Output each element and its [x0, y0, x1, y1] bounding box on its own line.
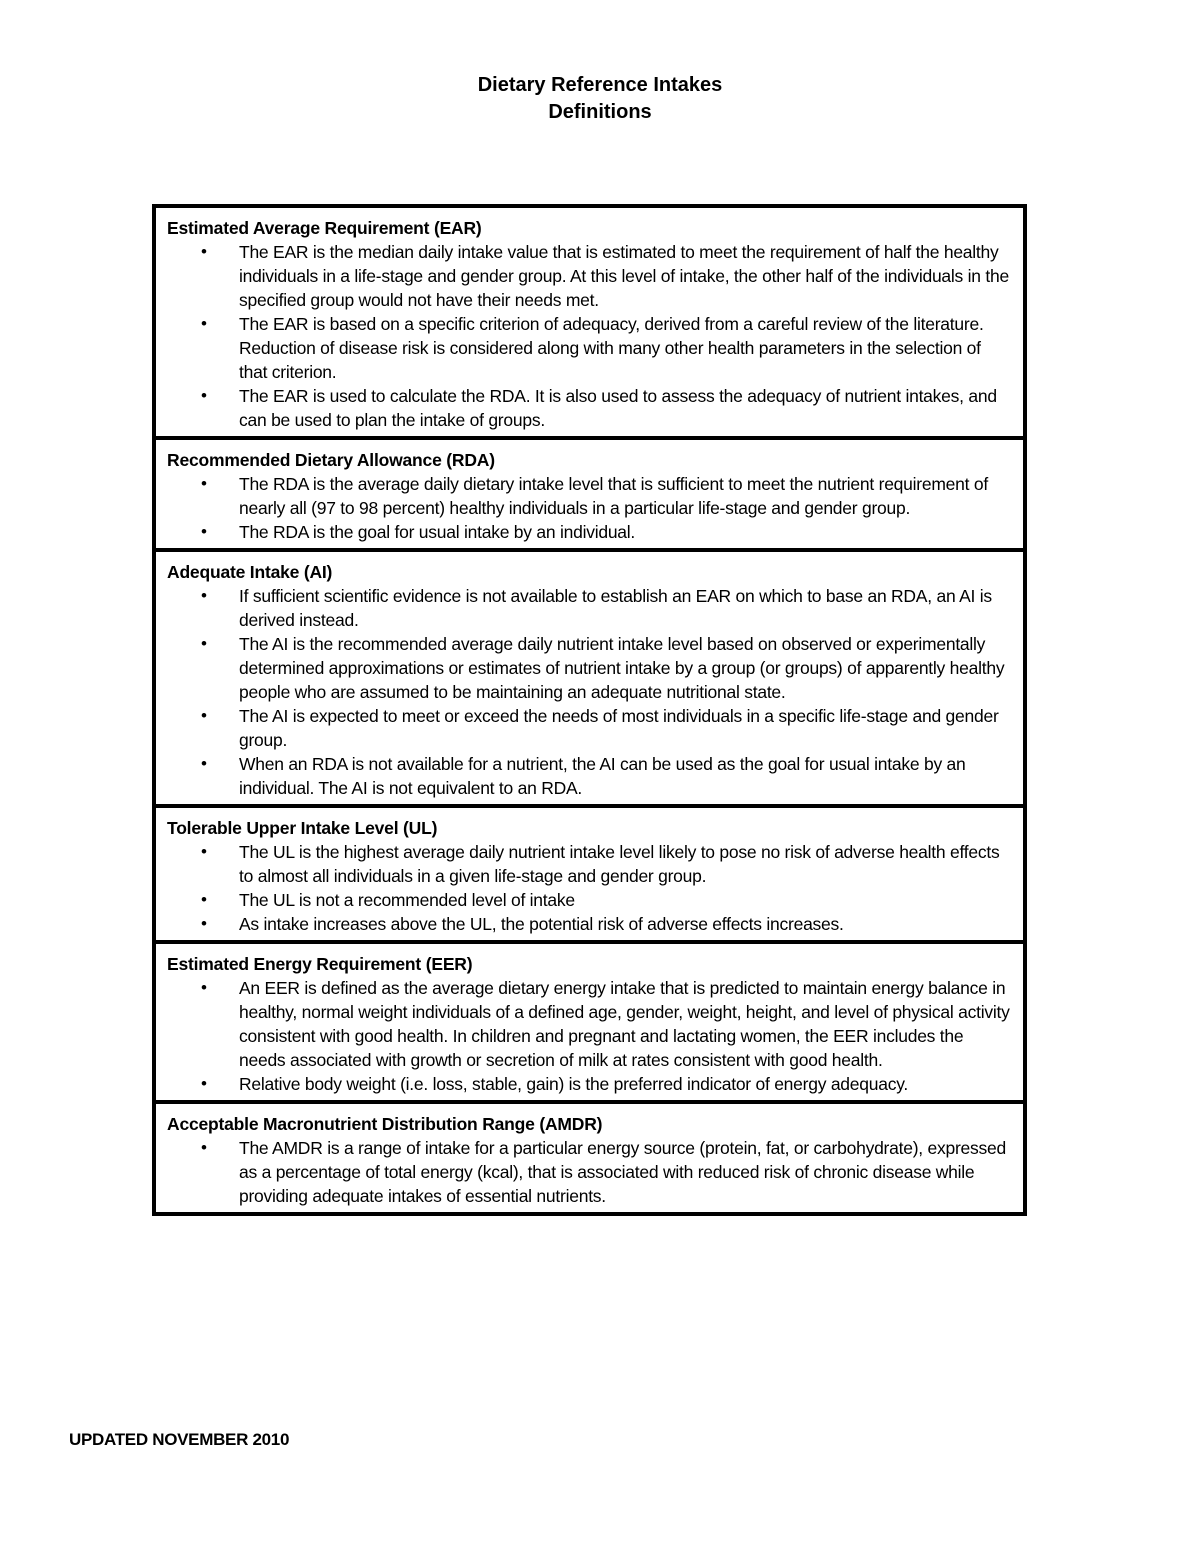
definition-list	[167, 976, 1011, 1096]
definition-section	[156, 440, 1023, 552]
definition-list-item	[167, 312, 1011, 384]
definition-item-text: The UL is not a recommended level of intake	[239, 890, 575, 910]
definition-list-item	[167, 520, 1011, 544]
bullet-icon: •	[201, 1074, 207, 1093]
definition-section	[156, 1104, 1023, 1212]
definition-item-text: The AI is the recommended average daily nutrient intake level based on observed or experimentally determined approximations or estimates of nutrient intake by a group (or groups) of apparently healthy people who are assumed to be maintaining an adequate nutritional state.	[239, 634, 1005, 702]
definitions-table	[152, 204, 1027, 1216]
definition-item-text: The RDA is the average daily dietary intake level that is sufficient to meet the nutrient requirement of nearly all (97 to 98 percent) healthy individuals in a particular life-stage and gender group.	[239, 474, 988, 518]
bullet-icon: •	[201, 754, 207, 773]
definition-list-item	[167, 632, 1011, 704]
definition-item-text: The UL is the highest average daily nutrient intake level likely to pose no risk of adverse health effects to almost all individuals in a given life-stage and gender group.	[239, 842, 1000, 886]
bullet-icon: •	[201, 1138, 207, 1157]
updated-date-note: UPDATED NOVEMBER 2010	[69, 1430, 290, 1449]
definition-heading: Recommended Dietary Allowance (RDA)	[167, 450, 495, 470]
bullet-icon: •	[201, 386, 207, 405]
definition-list	[167, 840, 1011, 936]
bullet-icon: •	[201, 914, 207, 933]
definition-list	[167, 240, 1011, 432]
bullet-icon: •	[201, 890, 207, 909]
definition-item-text: The AMDR is a range of intake for a particular energy source (protein, fat, or carbohydrate), expressed as a percentage of total energy (kcal), that is associated with reduced risk of chronic disease while providing adequate intakes of essential nutrients.	[239, 1138, 1006, 1206]
definition-list-item	[167, 888, 1011, 912]
definition-item-text: The RDA is the goal for usual intake by an individual.	[239, 522, 636, 542]
bullet-icon: •	[201, 706, 207, 725]
definition-list-item	[167, 976, 1011, 1072]
definition-heading: Adequate Intake (AI)	[167, 562, 333, 582]
bullet-icon: •	[201, 522, 207, 541]
document-header	[0, 72, 1200, 126]
definition-item-text: Relative body weight (i.e. loss, stable, gain) is the preferred indicator of energy adequacy.	[239, 1074, 909, 1094]
bullet-icon: •	[201, 474, 207, 493]
definition-heading: Estimated Energy Requirement (EER)	[167, 954, 473, 974]
definition-list	[167, 1136, 1011, 1208]
definition-list	[167, 472, 1011, 544]
definition-section	[156, 944, 1023, 1104]
definition-item-text: If sufficient scientific evidence is not available to establish an EAR on which to base an RDA, an AI is derived instead.	[239, 586, 992, 630]
definition-list-item	[167, 384, 1011, 432]
document-title: Dietary Reference Intakes	[477, 74, 723, 96]
definition-list-item	[167, 1136, 1011, 1208]
definition-section	[156, 208, 1023, 440]
definition-list-item	[167, 472, 1011, 520]
definition-list-item	[167, 1072, 1011, 1096]
definition-item-text: An EER is defined as the average dietary energy intake that is predicted to maintain energy balance in healthy, normal weight individuals of a defined age, gender, weight, height, and level of physical activity consistent with good health. In children and pregnant and lactating women, the EER includes the needs associated with growth or secretion of milk at rates consistent with good health.	[239, 978, 1010, 1070]
bullet-icon: •	[201, 314, 207, 333]
definition-item-text: As intake increases above the UL, the potential risk of adverse effects increases.	[239, 914, 844, 934]
definition-list-item	[167, 584, 1011, 632]
document-subtitle: Definitions	[548, 101, 652, 123]
definition-item-text: The EAR is based on a specific criterion of adequacy, derived from a careful review of the literature. Reduction of disease risk is considered along with many other health parameters in the selection of that criterion.	[239, 314, 984, 382]
bullet-icon: •	[201, 842, 207, 861]
definition-heading: Acceptable Macronutrient Distribution Range (AMDR)	[167, 1114, 603, 1134]
definition-item-text: When an RDA is not available for a nutrient, the AI can be used as the goal for usual intake by an individual. The AI is not equivalent to an RDA.	[239, 754, 966, 798]
definition-item-text: The EAR is used to calculate the RDA. It is also used to assess the adequacy of nutrient intakes, and can be used to plan the intake of groups.	[239, 386, 997, 430]
definition-list-item	[167, 704, 1011, 752]
bullet-icon: •	[201, 586, 207, 605]
definition-section	[156, 552, 1023, 808]
definition-list-item	[167, 752, 1011, 800]
definition-list-item	[167, 240, 1011, 312]
definition-list-item	[167, 840, 1011, 888]
definition-item-text: The AI is expected to meet or exceed the needs of most individuals in a specific life-stage and gender group.	[239, 706, 999, 750]
definition-section	[156, 808, 1023, 944]
definition-list	[167, 584, 1011, 800]
bullet-icon: •	[201, 978, 207, 997]
bullet-icon: •	[201, 634, 207, 653]
definition-heading: Tolerable Upper Intake Level (UL)	[167, 818, 438, 838]
definition-heading: Estimated Average Requirement (EAR)	[167, 218, 482, 238]
definition-list-item	[167, 912, 1011, 936]
definition-item-text: The EAR is the median daily intake value that is estimated to meet the requirement of half the healthy individuals in a life-stage and gender group. At this level of intake, the other half of the individuals in the specified group would not have their needs met.	[239, 242, 1009, 310]
bullet-icon: •	[201, 242, 207, 261]
